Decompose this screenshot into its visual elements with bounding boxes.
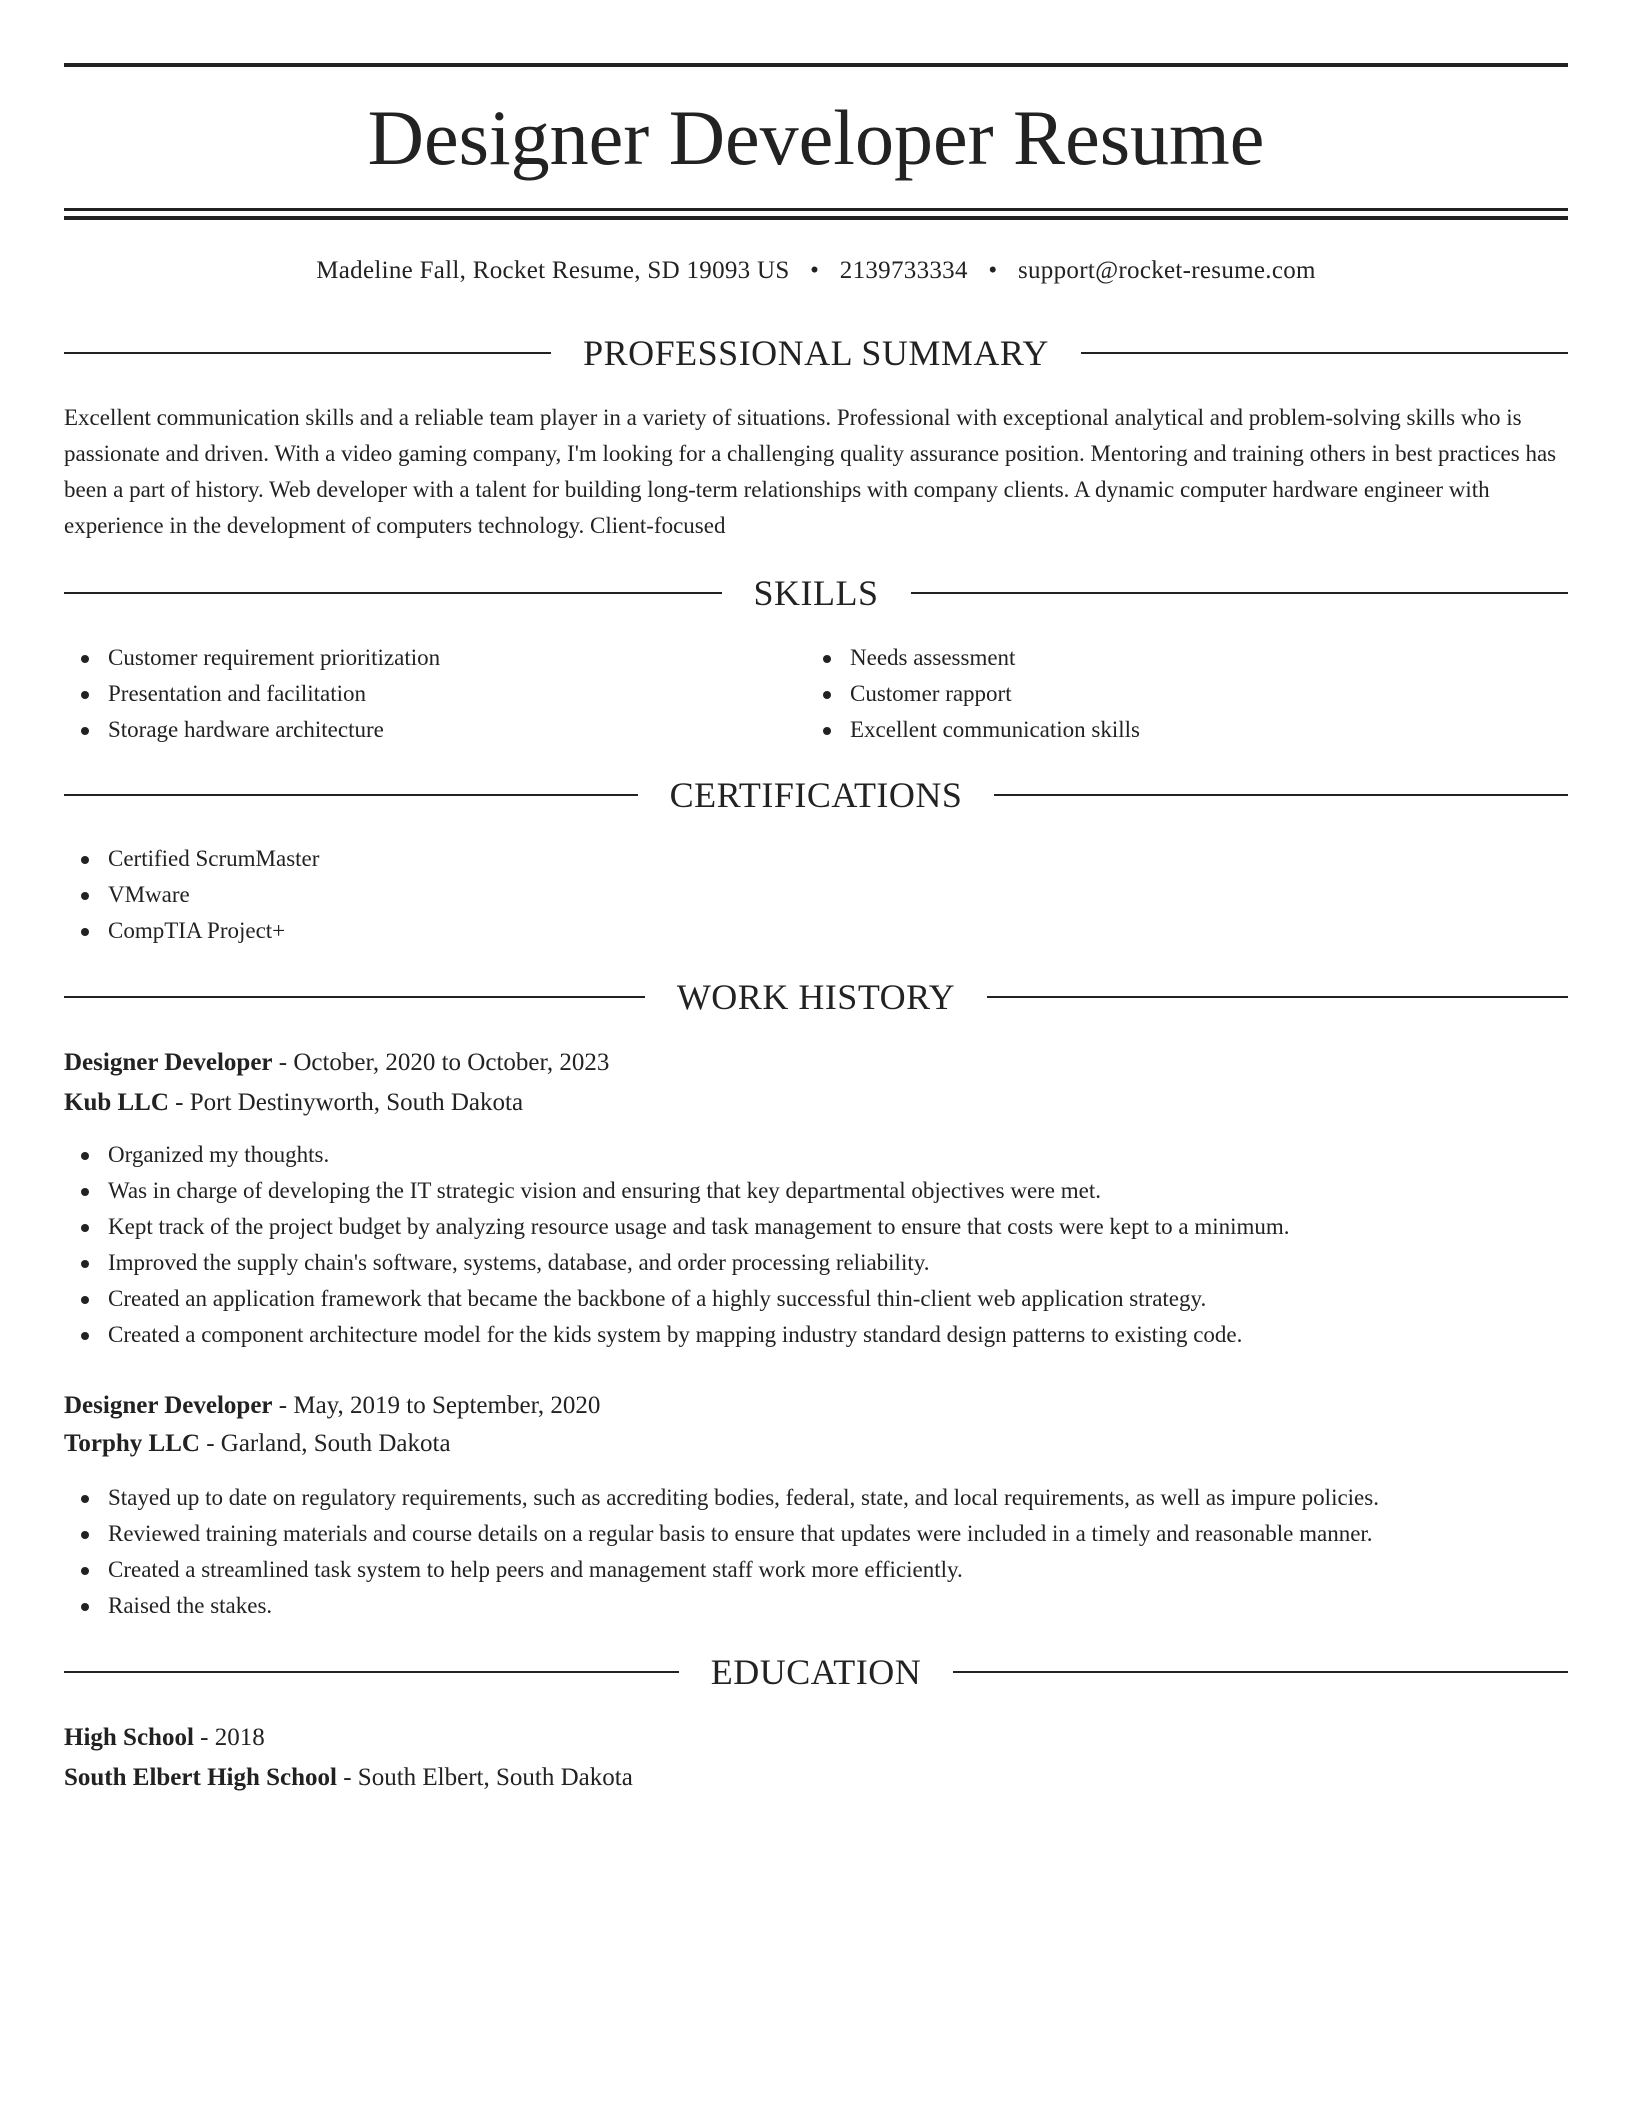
skill-item: Customer requirement prioritization xyxy=(64,640,804,676)
certification-item: Certified ScrumMaster xyxy=(64,841,1568,877)
divider xyxy=(911,592,1569,594)
divider xyxy=(987,996,1568,998)
job-bullet: Was in charge of developing the IT strategic vision and ensuring that key departmental objectives were met. xyxy=(64,1173,1568,1209)
resume-title: Designer Developer Resume xyxy=(367,94,1265,181)
education-degree-line xyxy=(64,1721,1568,1755)
education-location: - South Elbert, South Dakota xyxy=(343,1764,633,1791)
job-location: - Garland, South Dakota xyxy=(206,1430,451,1457)
job-bullet: Kept track of the project budget by analyzing resource usage and task management to ensure that costs were kept to a minimum. xyxy=(64,1209,1568,1245)
contact-email: support@rocket-resume.com xyxy=(1017,257,1316,284)
divider xyxy=(64,1671,679,1673)
section-title: WORK HISTORY xyxy=(676,977,956,1017)
section-header-skills xyxy=(64,571,1568,615)
divider xyxy=(994,794,1568,796)
certification-item: VMware xyxy=(64,877,1568,913)
divider xyxy=(64,794,638,796)
job-bullet: Created a streamlined task system to help peers and management staff work more efficiently. xyxy=(64,1552,1568,1588)
skill-item: Presentation and facilitation xyxy=(64,676,804,712)
job-title: Designer Developer xyxy=(64,1392,273,1419)
job-title: Designer Developer xyxy=(64,1049,273,1076)
job-bullet: Stayed up to date on regulatory requirements, such as accrediting bodies, federal, state, and local requirements, as well as impure policies. xyxy=(64,1480,1568,1516)
education-degree: High School xyxy=(64,1724,194,1751)
job-bullets xyxy=(64,1137,1568,1353)
divider xyxy=(1081,352,1568,354)
divider xyxy=(953,1671,1568,1673)
job-bullet: Improved the supply chain's software, systems, database, and order processing reliability. xyxy=(64,1245,1568,1281)
job-dates: - May, 2019 to September, 2020 xyxy=(278,1392,601,1419)
job-title-line xyxy=(64,1389,1568,1423)
job-company-line xyxy=(64,1427,1568,1461)
divider xyxy=(64,352,551,354)
contact-address: Madeline Fall, Rocket Resume, SD 19093 US xyxy=(316,257,790,284)
certification-item: CompTIA Project+ xyxy=(64,913,1568,949)
education-school-line xyxy=(64,1761,1568,1795)
section-header-certifications xyxy=(64,773,1568,817)
job-dates: - October, 2020 to October, 2023 xyxy=(278,1049,610,1076)
contact-phone: 2139733334 xyxy=(839,257,968,284)
skill-item: Excellent communication skills xyxy=(806,712,1546,748)
section-title: SKILLS xyxy=(753,573,879,613)
certifications-list xyxy=(64,841,1568,949)
skill-item: Customer rapport xyxy=(806,676,1546,712)
contact-separator: • xyxy=(988,257,998,284)
title-rule-upper xyxy=(64,208,1568,211)
job-company-line xyxy=(64,1086,1568,1120)
divider xyxy=(64,996,645,998)
job-company: Torphy LLC xyxy=(64,1430,200,1457)
skills-list-right xyxy=(806,640,1546,748)
skill-item: Needs assessment xyxy=(806,640,1546,676)
section-header-work-history xyxy=(64,975,1568,1019)
job-bullet: Created a component architecture model for the kids system by mapping industry standard design patterns to existing code. xyxy=(64,1317,1568,1353)
job-bullet: Organized my thoughts. xyxy=(64,1137,1568,1173)
top-rule xyxy=(64,63,1568,67)
title-rule-lower xyxy=(64,216,1568,220)
job-location: - Port Destinyworth, South Dakota xyxy=(175,1089,524,1116)
education-school: South Elbert High School xyxy=(64,1764,337,1791)
contact-line xyxy=(64,254,1568,288)
job-bullet: Created an application framework that became the backbone of a highly successful thin-client web application strategy. xyxy=(64,1281,1568,1317)
section-title: PROFESSIONAL SUMMARY xyxy=(583,333,1049,373)
section-header-summary xyxy=(64,331,1568,375)
section-header-education xyxy=(64,1650,1568,1694)
education-year: - 2018 xyxy=(200,1724,265,1751)
job-bullets xyxy=(64,1480,1568,1624)
section-title: EDUCATION xyxy=(710,1652,922,1692)
job-bullet: Raised the stakes. xyxy=(64,1588,1568,1624)
skill-item: Storage hardware architecture xyxy=(64,712,804,748)
divider xyxy=(64,592,722,594)
job-company: Kub LLC xyxy=(64,1089,169,1116)
skills-list-left xyxy=(64,640,804,748)
job-bullet: Reviewed training materials and course details on a regular basis to ensure that updates were included in a timely and reasonable manner. xyxy=(64,1516,1568,1552)
summary-paragraph: Excellent communication skills and a reliable team player in a variety of situations. Professional with exceptional analytical and problem-solving skills who is passionate and driven. With a video gaming company, I'm looking for a challenging quality assurance position. Mentoring and training others in best practices has been a part of history. Web developer with a talent for building long-term relationships with company clients. A dynamic computer hardware engineer with experience in the development of computers technology. Client-focused xyxy=(64,405,1557,538)
contact-separator: • xyxy=(810,257,820,284)
section-title: CERTIFICATIONS xyxy=(669,775,963,815)
job-title-line xyxy=(64,1046,1568,1080)
